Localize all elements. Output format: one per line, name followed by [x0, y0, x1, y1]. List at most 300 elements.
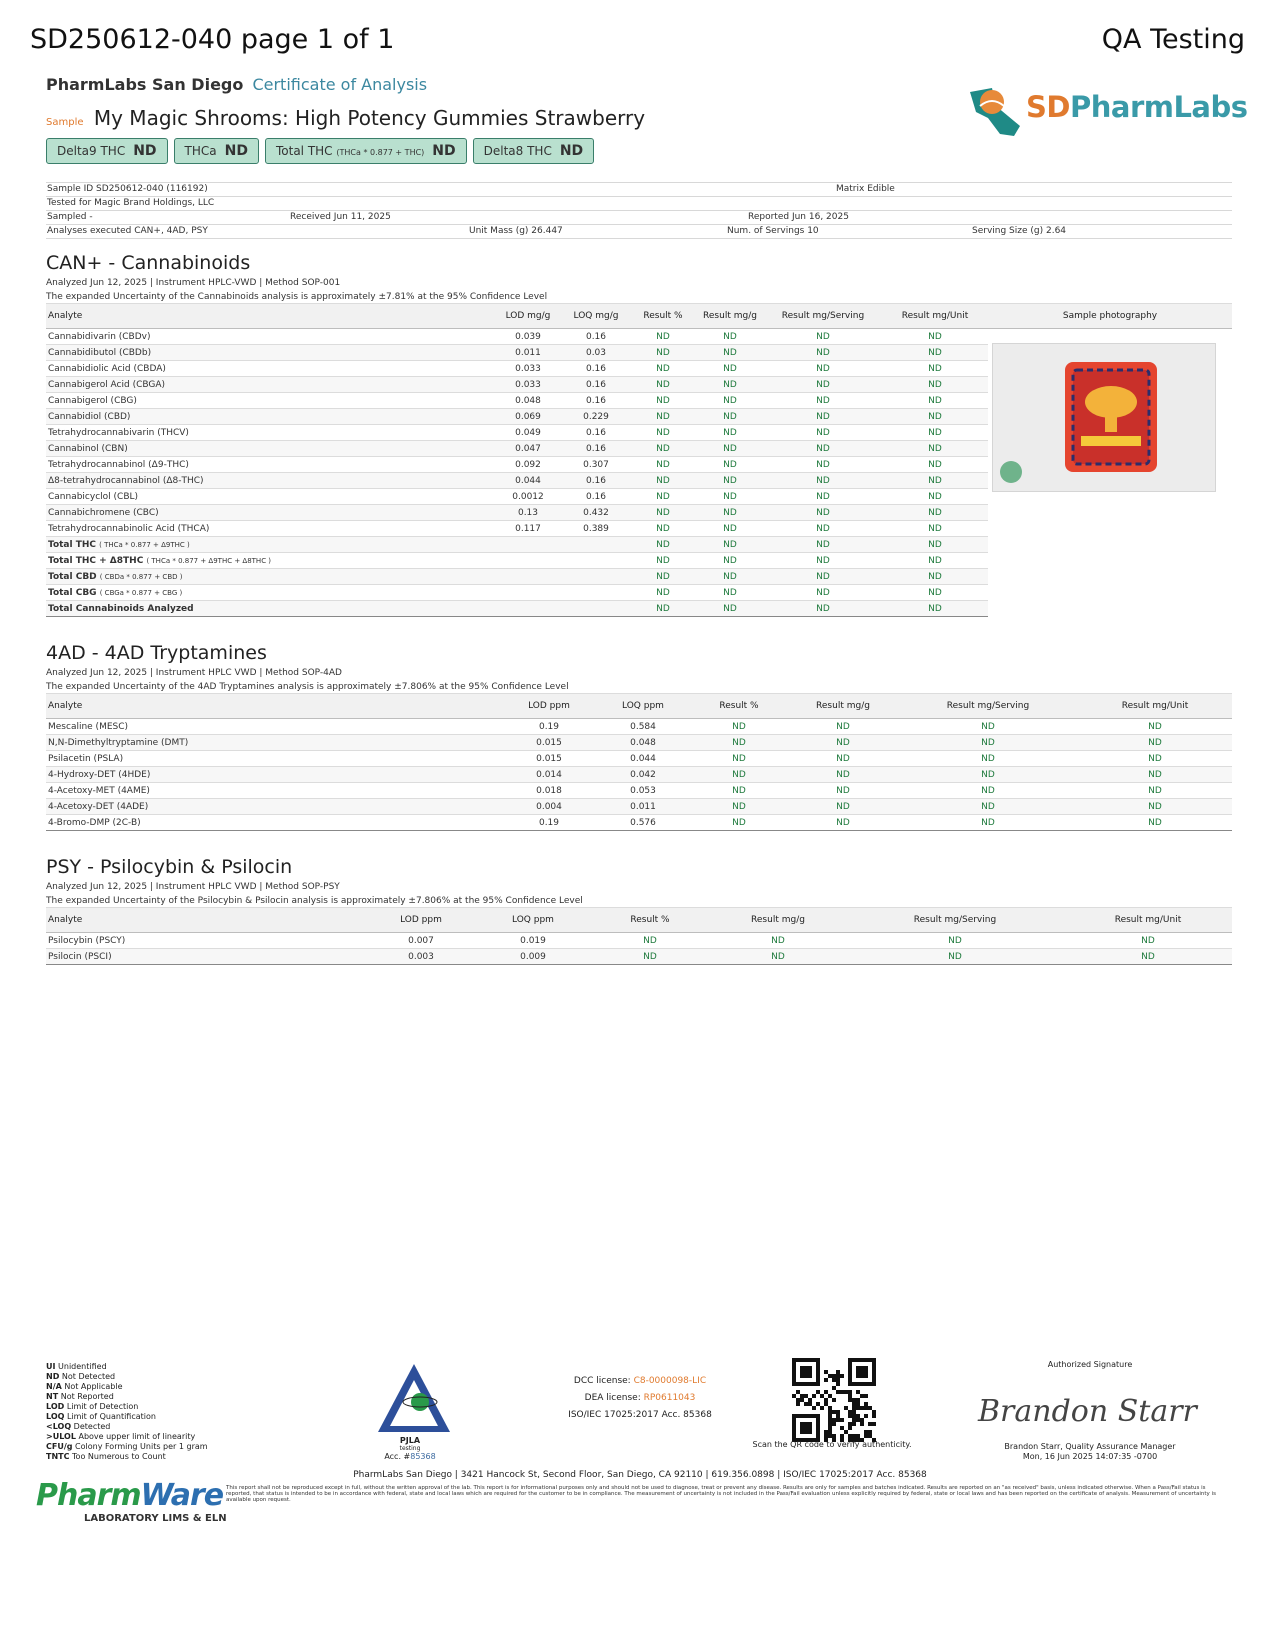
table-row — [46, 377, 988, 393]
result-cell: ND — [710, 933, 846, 949]
lod-cell — [494, 601, 562, 617]
result-cell: ND — [898, 751, 1078, 767]
legend-item — [46, 1392, 208, 1402]
legend-value: Limit of Detection — [66, 1402, 139, 1411]
received: Received Jun 11, 2025 — [290, 212, 391, 222]
result-cell: ND — [764, 361, 882, 377]
badge-value: ND — [133, 143, 157, 159]
table-row — [46, 361, 988, 377]
analyte-cell: Cannabidiol (CBD) — [46, 409, 494, 425]
analyte-cell: Cannabidivarin (CBDv) — [46, 329, 494, 345]
col-loq: LOQ ppm — [476, 908, 590, 933]
loq-cell: 0.307 — [562, 457, 630, 473]
badge-value: ND — [559, 143, 584, 159]
analyte-name: Total THC — [48, 539, 96, 550]
col-result-serving: Result mg/Serving — [898, 694, 1078, 719]
result-cell: ND — [882, 393, 988, 409]
qa-testing-label: QA Testing — [1101, 24, 1245, 55]
can-analyzed: Analyzed Jun 12, 2025 | Instrument HPLC-VWD | Method SOP-001 — [46, 278, 341, 288]
result-cell: ND — [846, 933, 1064, 949]
signature-date: Mon, 16 Jun 2025 14:07:35 -0700 — [1022, 1452, 1158, 1461]
trypt-uncertainty: The expanded Uncertainty of the 4AD Tryptamines analysis is approximately ±7.806% at the 95% Confidence Level — [46, 682, 569, 692]
result-cell: ND — [690, 735, 788, 751]
analyte-cell: 4-Hydroxy-DET (4HDE) — [46, 767, 502, 783]
loq-cell: 0.16 — [562, 361, 630, 377]
legend-value: Not Applicable — [64, 1382, 123, 1391]
legend-value: Above upper limit of linearity — [78, 1432, 196, 1441]
col-result-mgg: Result mg/g — [710, 908, 846, 933]
table-row — [46, 505, 988, 521]
result-cell: ND — [696, 585, 764, 601]
tryptamines-table — [46, 693, 1232, 831]
lod-cell: 0.015 — [502, 751, 596, 767]
result-cell: ND — [1078, 767, 1232, 783]
result-cell: ND — [898, 719, 1078, 735]
lod-cell: 0.003 — [366, 949, 476, 965]
analyte-cell — [46, 553, 494, 569]
result-cell: ND — [764, 393, 882, 409]
badge-label: Total THC — [275, 144, 333, 158]
result-cell: ND — [1064, 949, 1232, 965]
signature-header: Authorized Signature — [1047, 1360, 1133, 1369]
pw-pharm: Pharm — [36, 1478, 141, 1513]
loq-cell: 0.053 — [596, 783, 690, 799]
psy-section-title: PSY - Psilocybin & Psilocin — [46, 856, 293, 878]
table-row — [46, 783, 1232, 799]
loq-cell: 0.16 — [562, 441, 630, 457]
loq-cell: 0.16 — [562, 425, 630, 441]
analyte-cell: Psilocin (PSCI) — [46, 949, 366, 965]
loq-cell: 0.048 — [596, 735, 690, 751]
col-analyte: Analyte — [46, 694, 502, 719]
loq-cell — [562, 553, 630, 569]
result-cell: ND — [764, 489, 882, 505]
result-cell: ND — [1078, 799, 1232, 815]
result-cell: ND — [764, 441, 882, 457]
pjla-acc-label: Acc. # — [384, 1452, 411, 1461]
result-cell: ND — [630, 329, 696, 345]
result-cell: ND — [788, 751, 898, 767]
matrix: Matrix Edible — [836, 184, 895, 194]
result-cell: ND — [630, 441, 696, 457]
result-cell: ND — [696, 329, 764, 345]
result-cell: ND — [764, 473, 882, 489]
result-cell: ND — [590, 933, 710, 949]
legend-key: LOQ — [46, 1412, 65, 1421]
cannabinoids-table — [46, 303, 988, 617]
result-cell: ND — [882, 441, 988, 457]
result-cell: ND — [690, 719, 788, 735]
loq-cell: 0.019 — [476, 933, 590, 949]
result-cell: ND — [788, 735, 898, 751]
lab-address: PharmLabs San Diego | 3421 Hancock St, Second Floor, San Diego, CA 92110 | 619.356.0898 | ISO/IEC 17025:2017 Acc. 85368 — [353, 1470, 927, 1480]
lod-cell: 0.044 — [494, 473, 562, 489]
signatory — [980, 1442, 1200, 1462]
result-cell: ND — [882, 425, 988, 441]
result-cell: ND — [764, 457, 882, 473]
reported: Reported Jun 16, 2025 — [748, 212, 849, 222]
result-cell: ND — [788, 815, 898, 831]
legend-item — [46, 1362, 208, 1372]
loq-cell — [562, 585, 630, 601]
lod-cell: 0.039 — [494, 329, 562, 345]
qr-code-icon[interactable] — [792, 1358, 876, 1442]
result-cell: ND — [630, 361, 696, 377]
sample-line — [46, 106, 645, 130]
psy-uncertainty: The expanded Uncertainty of the Psilocybin & Psilocin analysis is approximately ±7.806% at the 95% Confidence Level — [46, 896, 583, 906]
serving-size: Serving Size (g) 2.64 — [972, 226, 1067, 236]
total-row — [46, 553, 988, 569]
lab-name: PharmLabs San Diego — [46, 75, 244, 94]
qr-caption: Scan the QR code to verify authenticity. — [752, 1440, 912, 1449]
lod-cell: 0.047 — [494, 441, 562, 457]
total-row — [46, 537, 988, 553]
col-loq: LOQ mg/g — [562, 304, 630, 329]
legend-item — [46, 1422, 208, 1432]
analyte-cell: Cannabichromene (CBC) — [46, 505, 494, 521]
logo-pharmlabs: PharmLabs — [1069, 90, 1248, 124]
lod-cell: 0.033 — [494, 361, 562, 377]
pharmware-logo — [36, 1478, 223, 1513]
unit-mass: Unit Mass (g) 26.447 — [469, 226, 563, 236]
trypt-section-title: 4AD - 4AD Tryptamines — [46, 642, 267, 664]
table-row — [46, 457, 988, 473]
legend-key: LOD — [46, 1402, 65, 1411]
table-row — [46, 425, 988, 441]
table-row — [46, 719, 1232, 735]
result-cell: ND — [1078, 719, 1232, 735]
result-cell: ND — [696, 537, 764, 553]
loq-cell: 0.044 — [596, 751, 690, 767]
tested-for: Tested for Magic Brand Holdings, LLC — [47, 198, 215, 208]
loq-cell: 0.16 — [562, 377, 630, 393]
lod-cell — [494, 569, 562, 585]
result-cell: ND — [764, 601, 882, 617]
analyte-cell: Total Cannabinoids Analyzed — [46, 601, 494, 617]
loq-cell: 0.042 — [596, 767, 690, 783]
col-lod: LOD ppm — [502, 694, 596, 719]
gummies-package-image-icon — [993, 344, 1215, 491]
sample-meta — [46, 182, 1232, 239]
analyte-cell: 4-Acetoxy-DET (4ADE) — [46, 799, 502, 815]
sampled: Sampled - — [47, 212, 93, 222]
analyte-cell: N,N-Dimethyltryptamine (DMT) — [46, 735, 502, 751]
table-row — [46, 329, 988, 345]
analyte-cell — [46, 569, 494, 585]
result-cell: ND — [696, 601, 764, 617]
california-logo-icon — [962, 78, 1028, 138]
result-cell: ND — [696, 505, 764, 521]
pharmware-subtitle: LABORATORY LIMS & ELN — [84, 1513, 227, 1524]
loq-cell: 0.011 — [596, 799, 690, 815]
legend-item — [46, 1402, 208, 1412]
analyte-cell: Cannabidiolic Acid (CBDA) — [46, 361, 494, 377]
badge-formula: (THCa * 0.877 + THC) — [336, 148, 425, 157]
legend-value: Too Numerous to Count — [72, 1452, 166, 1461]
table-header — [46, 908, 1232, 933]
loq-cell — [562, 601, 630, 617]
analyte-cell: Cannabigerol Acid (CBGA) — [46, 377, 494, 393]
result-cell: ND — [630, 505, 696, 521]
col-lod: LOD mg/g — [494, 304, 562, 329]
result-cell: ND — [788, 799, 898, 815]
table-row — [46, 489, 988, 505]
lod-cell: 0.13 — [494, 505, 562, 521]
col-result-unit: Result mg/Unit — [1078, 694, 1232, 719]
lod-cell: 0.092 — [494, 457, 562, 473]
total-formula: ( THCa * 0.877 + Δ9THC + Δ8THC ) — [146, 556, 272, 565]
lod-cell: 0.19 — [502, 719, 596, 735]
col-result-pct: Result % — [630, 304, 696, 329]
sample-name: My Magic Shrooms: High Potency Gummies Strawberry — [93, 106, 646, 130]
result-cell: ND — [788, 767, 898, 783]
result-cell: ND — [764, 409, 882, 425]
sample-label: Sample — [46, 117, 84, 128]
signature-image: Brandon Starr — [978, 1394, 1197, 1429]
result-cell: ND — [696, 425, 764, 441]
legend-key: ND — [46, 1372, 60, 1381]
sdpharmlabs-logo — [1026, 90, 1248, 124]
result-cell: ND — [630, 585, 696, 601]
result-cell: ND — [882, 377, 988, 393]
total-row — [46, 569, 988, 585]
analyte-cell — [46, 585, 494, 601]
analyte-cell: 4-Acetoxy-MET (4AME) — [46, 783, 502, 799]
analyte-cell: Psilacetin (PSLA) — [46, 751, 502, 767]
result-cell: ND — [696, 457, 764, 473]
analyte-cell: Psilocybin (PSCY) — [46, 933, 366, 949]
pjla-name: PJLA — [399, 1436, 421, 1445]
analyte-cell: Tetrahydrocannabinol (Δ9-THC) — [46, 457, 494, 473]
col-lod: LOD ppm — [366, 908, 476, 933]
analyses-executed: Analyses executed CAN+, 4AD, PSY — [47, 226, 208, 236]
pjla-logo-icon — [376, 1362, 452, 1436]
coa-title: Certificate of Analysis — [252, 75, 428, 94]
result-cell: ND — [1078, 735, 1232, 751]
table-row — [46, 345, 988, 361]
can-uncertainty: The expanded Uncertainty of the Cannabinoids analysis is approximately ±7.81% at the 95% Confidence Level — [46, 292, 548, 302]
loq-cell: 0.03 — [562, 345, 630, 361]
loq-cell: 0.009 — [476, 949, 590, 965]
result-cell: ND — [898, 799, 1078, 815]
lod-cell: 0.19 — [502, 815, 596, 831]
result-cell: ND — [630, 457, 696, 473]
legend-key: >ULOL — [46, 1432, 76, 1441]
result-cell: ND — [690, 751, 788, 767]
legend-key: CFU/g — [46, 1442, 73, 1451]
analyte-cell: Cannabicyclol (CBL) — [46, 489, 494, 505]
table-row — [46, 441, 988, 457]
result-cell: ND — [696, 521, 764, 537]
lod-cell — [494, 553, 562, 569]
result-cell: ND — [882, 361, 988, 377]
badge-delta8-thc — [473, 138, 595, 164]
result-cell: ND — [1064, 933, 1232, 949]
col-result-mgg: Result mg/g — [788, 694, 898, 719]
result-cell: ND — [690, 799, 788, 815]
result-cell: ND — [690, 783, 788, 799]
pw-ware: Ware — [140, 1478, 224, 1513]
result-cell: ND — [630, 521, 696, 537]
analyte-name: Total THC + Δ8THC — [48, 555, 144, 566]
legend-value: Not Detected — [61, 1372, 116, 1381]
psy-analyzed: Analyzed Jun 12, 2025 | Instrument HPLC VWD | Method SOP-PSY — [46, 882, 340, 892]
col-analyte: Analyte — [46, 304, 494, 329]
loq-cell: 0.229 — [562, 409, 630, 425]
lab-line — [46, 75, 427, 94]
analyte-cell — [46, 537, 494, 553]
result-cell: ND — [882, 345, 988, 361]
result-cell: ND — [630, 393, 696, 409]
table-row — [46, 409, 988, 425]
loq-cell: 0.16 — [562, 393, 630, 409]
result-cell: ND — [630, 345, 696, 361]
loq-cell: 0.432 — [562, 505, 630, 521]
result-cell: ND — [630, 377, 696, 393]
result-cell: ND — [882, 585, 988, 601]
lod-cell: 0.004 — [502, 799, 596, 815]
result-cell: ND — [630, 473, 696, 489]
col-result-pct: Result % — [690, 694, 788, 719]
result-cell: ND — [764, 585, 882, 601]
result-cell: ND — [764, 377, 882, 393]
result-cell: ND — [696, 409, 764, 425]
badge-value: ND — [224, 143, 248, 159]
result-cell: ND — [696, 489, 764, 505]
loq-cell — [562, 569, 630, 585]
analyte-cell: Tetrahydrocannabivarin (THCV) — [46, 425, 494, 441]
result-cell: ND — [590, 949, 710, 965]
lod-cell: 0.117 — [494, 521, 562, 537]
result-cell: ND — [630, 489, 696, 505]
table-row — [46, 815, 1232, 831]
legend-item — [46, 1452, 208, 1462]
badge-total-thc — [265, 138, 467, 164]
table-row — [46, 933, 1232, 949]
total-formula: ( CBDa * 0.877 + CBD ) — [99, 572, 183, 581]
lod-cell: 0.018 — [502, 783, 596, 799]
result-cell: ND — [898, 735, 1078, 751]
result-cell: ND — [764, 505, 882, 521]
pjla-acc: 85368 — [410, 1452, 436, 1461]
result-cell: ND — [882, 457, 988, 473]
badge-delta9-thc — [46, 138, 168, 164]
badge-value: ND — [432, 143, 456, 159]
badge-label: Delta8 THC — [483, 144, 552, 158]
sample-id: Sample ID SD250612-040 (116192) — [47, 184, 208, 194]
result-cell: ND — [630, 425, 696, 441]
result-cell: ND — [882, 329, 988, 345]
result-cell: ND — [882, 489, 988, 505]
legend-value: Unidentified — [58, 1362, 107, 1371]
legend-key: N/A — [46, 1382, 62, 1391]
loq-cell: 0.16 — [562, 473, 630, 489]
loq-cell: 0.16 — [562, 329, 630, 345]
psilocybin-table — [46, 907, 1232, 965]
result-cell: ND — [846, 949, 1064, 965]
result-cell: ND — [696, 393, 764, 409]
can-section-title: CAN+ - Cannabinoids — [46, 252, 251, 274]
table-row — [46, 799, 1232, 815]
table-row — [46, 521, 988, 537]
lod-cell: 0.0012 — [494, 489, 562, 505]
analyte-cell: Mescaline (MESC) — [46, 719, 502, 735]
analyte-name: Total CBD — [48, 571, 97, 582]
result-cell: ND — [690, 815, 788, 831]
total-row — [46, 585, 988, 601]
document-id: SD250612-040 page 1 of 1 — [30, 24, 395, 55]
result-cell: ND — [1078, 783, 1232, 799]
result-cell: ND — [630, 553, 696, 569]
result-cell: ND — [788, 783, 898, 799]
sample-photo — [992, 343, 1216, 492]
abbreviation-legend — [46, 1362, 208, 1462]
legend-item — [46, 1412, 208, 1422]
loq-cell — [562, 537, 630, 553]
legend-value: Colony Forming Units per 1 gram — [75, 1442, 208, 1451]
result-cell: ND — [882, 537, 988, 553]
result-cell: ND — [788, 719, 898, 735]
result-cell: ND — [1078, 815, 1232, 831]
lod-cell — [494, 537, 562, 553]
legend-value: Not Reported — [60, 1392, 114, 1401]
dcc-license: C8-0000098-LIC — [633, 1376, 707, 1386]
lod-cell: 0.033 — [494, 377, 562, 393]
table-header — [46, 304, 988, 329]
legend-item — [46, 1382, 208, 1392]
lod-cell: 0.007 — [366, 933, 476, 949]
disclaimer: This report shall not be reproduced except in full, without the written approval of the lab. This report is for informational purposes only and should not be used to diagnose, treat or prevent any disease. Results are only for samples and batches indicated. Results are reported on an "as received" basis, unless indicated otherwise. When a Pass/Fail status is reported, that status is intended to be in accordance with federal, state and local laws which are required for the customer to be in compliance. The measurement of uncertainty is not included in the Pass/Fail evaluation unless explicitly required by federal, state or local laws and has been reported on the certificate of analysis. Measurement of uncertainty is available upon request. — [226, 1485, 1216, 1503]
result-cell: ND — [882, 569, 988, 585]
license-block — [520, 1373, 760, 1424]
total-formula: ( THCa * 0.877 + Δ9THC ) — [99, 540, 190, 549]
result-cell: ND — [630, 537, 696, 553]
iso-accreditation: ISO/IEC 17025:2017 Acc. 85368 — [568, 1410, 712, 1420]
analyte-cell: Cannabidibutol (CBDb) — [46, 345, 494, 361]
col-result-unit: Result mg/Unit — [882, 304, 988, 329]
result-cell: ND — [696, 377, 764, 393]
col-analyte: Analyte — [46, 908, 366, 933]
pjla-sub: testing — [399, 1445, 421, 1452]
result-cell: ND — [882, 553, 988, 569]
table-header — [46, 694, 1232, 719]
loq-cell: 0.389 — [562, 521, 630, 537]
result-cell: ND — [1078, 751, 1232, 767]
result-cell: ND — [764, 329, 882, 345]
result-cell: ND — [898, 783, 1078, 799]
table-row — [46, 393, 988, 409]
loq-cell: 0.576 — [596, 815, 690, 831]
analyte-name: Total CBG — [48, 587, 97, 598]
result-cell: ND — [690, 767, 788, 783]
dea-label: DEA license: — [584, 1393, 644, 1403]
legend-value: Detected — [73, 1422, 111, 1431]
result-cell: ND — [696, 441, 764, 457]
result-cell: ND — [764, 425, 882, 441]
result-cell: ND — [882, 505, 988, 521]
lod-cell: 0.048 — [494, 393, 562, 409]
trypt-analyzed: Analyzed Jun 12, 2025 | Instrument HPLC VWD | Method SOP-4AD — [46, 668, 342, 678]
result-cell: ND — [882, 409, 988, 425]
result-cell: ND — [764, 537, 882, 553]
table-row — [46, 473, 988, 489]
col-result-serving: Result mg/Serving — [764, 304, 882, 329]
legend-value: Limit of Quantification — [66, 1412, 156, 1421]
result-cell: ND — [764, 345, 882, 361]
legend-key: <LOQ — [46, 1422, 72, 1431]
result-cell: ND — [898, 815, 1078, 831]
analyte-cell: Tetrahydrocannabinolic Acid (THCA) — [46, 521, 494, 537]
